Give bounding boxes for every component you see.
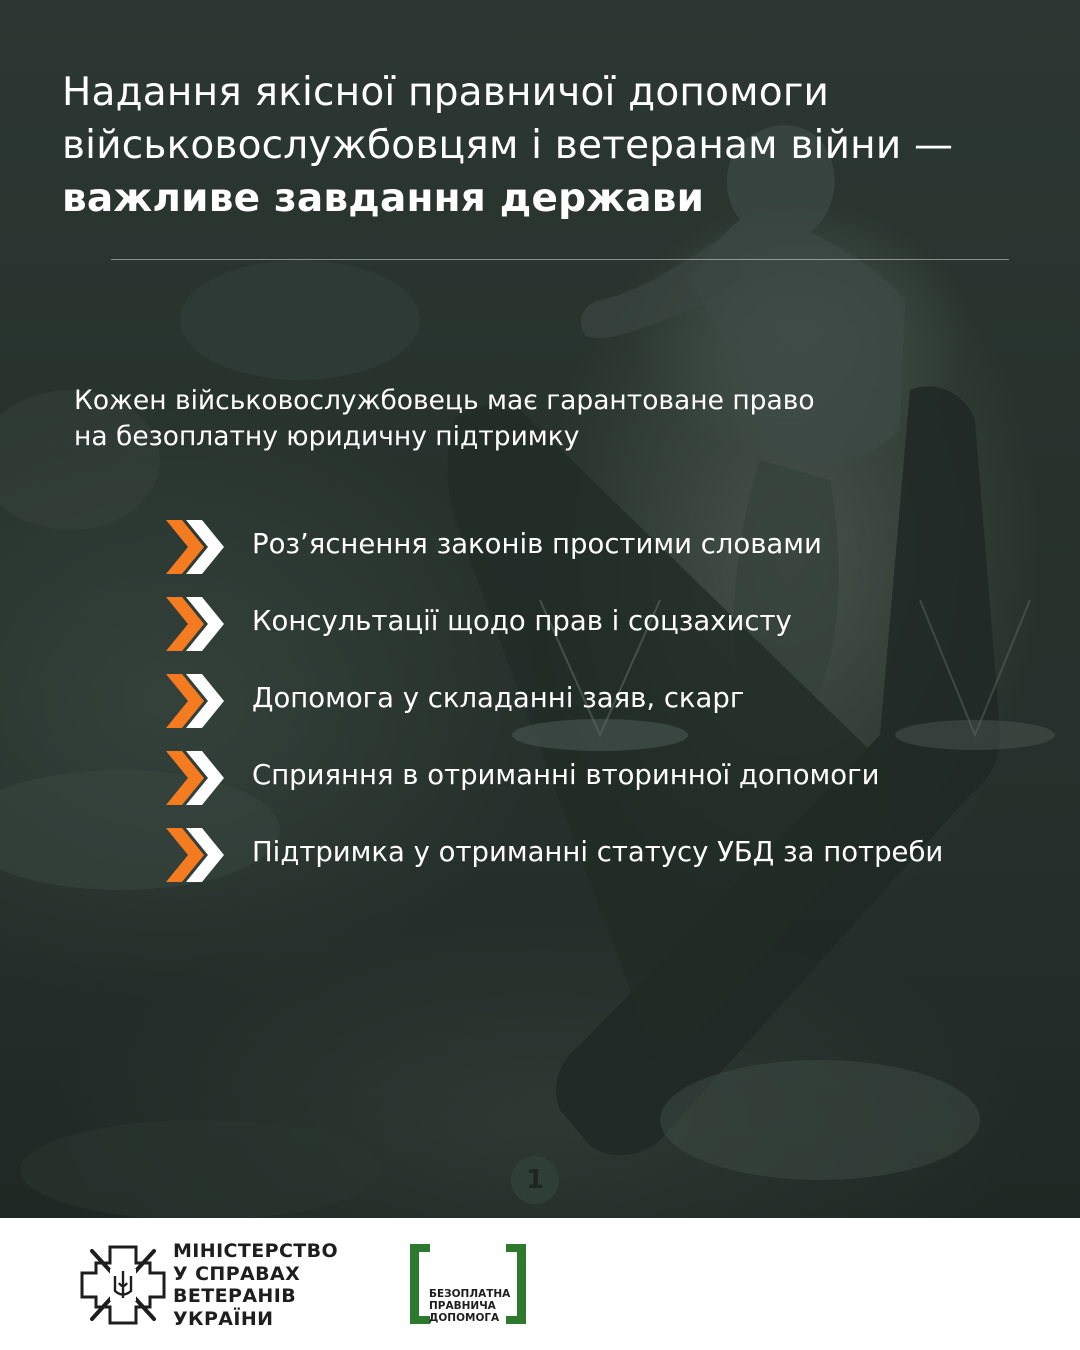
title-divider xyxy=(111,259,1009,260)
legal-aid-line-3: ДОПОМОГА xyxy=(429,1312,500,1324)
title-line-1: Надання якісної правничої допомоги xyxy=(62,70,830,115)
feature-label: Роз’яснення законів простими словами xyxy=(252,528,822,560)
ministry-emblem-icon xyxy=(80,1243,166,1327)
ministry-line-1: МІНІСТЕРСТВО xyxy=(173,1240,339,1262)
feature-item xyxy=(164,670,1064,747)
double-chevron-right-icon xyxy=(164,672,226,730)
feature-item xyxy=(164,747,1064,824)
ministry-line-2: У СПРАВАХ xyxy=(173,1262,301,1285)
feature-item xyxy=(164,516,1064,593)
feature-label: Допомога у складанні заяв, скарг xyxy=(252,682,745,714)
intro-line-2: на безоплатну юридичну підтримку xyxy=(74,421,580,452)
legal-aid-logo xyxy=(408,1242,528,1326)
ministry-line-4: УКРАЇНИ xyxy=(173,1307,274,1330)
legal-aid-name xyxy=(429,1288,510,1324)
legal-aid-line-2: ПРАВНИЧА xyxy=(429,1300,496,1312)
feature-item xyxy=(164,824,1064,901)
feature-label: Сприяння в отриманні вторинної допомоги xyxy=(252,759,880,791)
ministry-line-3: ВЕТЕРАНІВ xyxy=(173,1285,297,1307)
ministry-name xyxy=(173,1240,338,1330)
intro-line-1: Кожен військовослужбовець має гарантоване право xyxy=(74,385,815,416)
feature-item xyxy=(164,593,1064,670)
page-number-badge: 1 xyxy=(511,1156,559,1204)
title-line-2: військовослужбовцям і ветеранам війни — xyxy=(62,123,954,168)
title-emphasis: важливе завдання держави xyxy=(62,176,705,221)
feature-label: Підтримка у отриманні статусу УБД за потреби xyxy=(252,836,944,868)
double-chevron-right-icon xyxy=(164,749,226,807)
double-chevron-right-icon xyxy=(164,518,226,576)
double-chevron-right-icon xyxy=(164,826,226,884)
feature-label: Консультації щодо прав і соцзахисту xyxy=(252,605,792,637)
intro-text xyxy=(74,383,974,455)
feature-list xyxy=(164,516,1064,901)
double-chevron-right-icon xyxy=(164,595,226,653)
legal-aid-line-1: БЕЗОПЛАТНА xyxy=(429,1288,511,1300)
footer xyxy=(0,1218,1080,1350)
page-title xyxy=(62,66,1052,225)
